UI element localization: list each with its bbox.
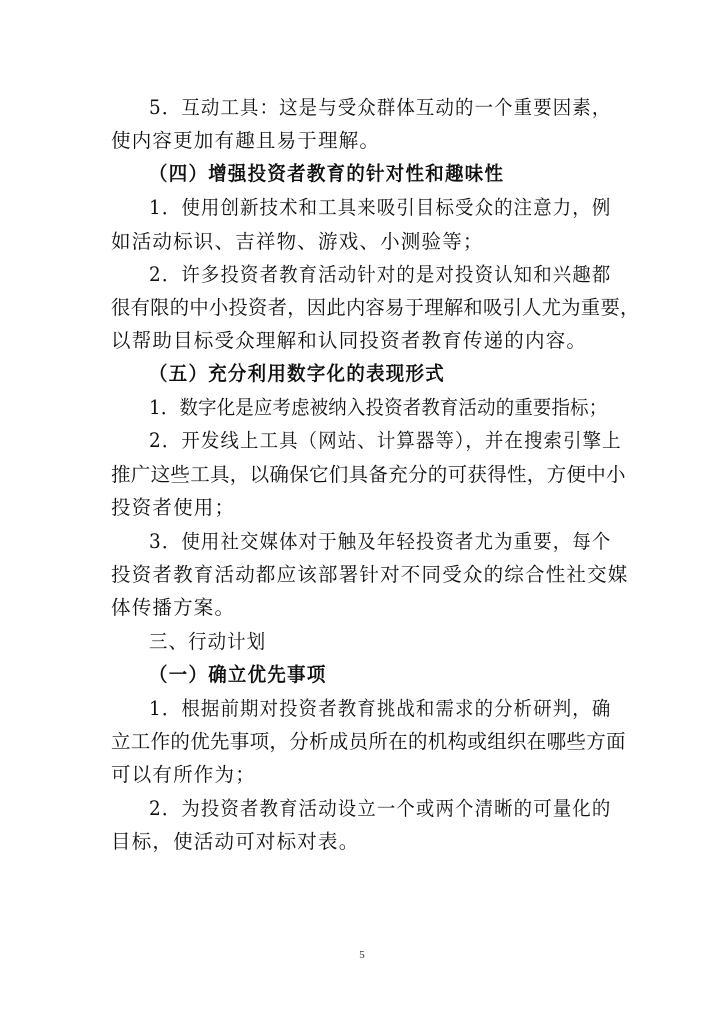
paragraph-line: 2．许多投资者教育活动针对的是对投资认知和兴趣都 bbox=[149, 263, 612, 286]
paragraph-line: 5．互动工具：这是与受众群体互动的一个重要因素， bbox=[149, 96, 612, 119]
paragraph-line: 以帮助目标受众理解和认同投资者教育传递的内容。 bbox=[111, 329, 588, 352]
paragraph-line: 投资者使用； bbox=[111, 496, 236, 519]
paragraph-line: 3．使用社交媒体对于触及年轻投资者尤为重要，每个 bbox=[149, 530, 612, 553]
section-heading: （四）增强投资者教育的针对性和趣味性 bbox=[149, 162, 505, 185]
section-heading: （一）确立优先事项 bbox=[149, 663, 327, 686]
paragraph-line: 使内容更加有趣且易于理解。 bbox=[111, 129, 381, 152]
paragraph-line: 1．使用创新技术和工具来吸引目标受众的注意力，例 bbox=[149, 196, 612, 219]
paragraph-line: 1．根据前期对投资者教育挑战和需求的分析研判，确 bbox=[149, 697, 612, 720]
paragraph-line: 如活动标识、吉祥物、游戏、小测验等； bbox=[111, 230, 484, 253]
section-heading: （五）充分利用数字化的表现形式 bbox=[149, 362, 446, 385]
paragraph-line: 立工作的优先事项，分析成员所在的机构或组织在哪些方面 bbox=[111, 730, 626, 753]
paragraph-line: 很有限的中小投资者，因此内容易于理解和吸引人尤为重要， bbox=[111, 296, 640, 319]
paragraph-line: 可以有所作为； bbox=[111, 763, 256, 786]
paragraph-line: 投资者教育活动都应该部署针对不同受众的综合性社交媒 bbox=[111, 563, 629, 586]
paragraph-line: 2．开发线上工具（网站、计算器等），并在搜索引擎上 bbox=[149, 429, 622, 452]
chapter-heading: 三、行动计划 bbox=[149, 630, 267, 653]
paragraph-line: 体传播方案。 bbox=[111, 596, 236, 619]
paragraph-line: 推广这些工具，以确保它们具备充分的可获得性，方便中小 bbox=[111, 463, 626, 486]
paragraph-line: 2．为投资者教育活动设立一个或两个清晰的可量化的 bbox=[149, 797, 612, 820]
paragraph-line: 1．数字化是应考虑被纳入投资者教育活动的重要指标； bbox=[149, 396, 608, 419]
paragraph-line: 目标，使活动可对标对表。 bbox=[111, 830, 360, 853]
page-number: 5 bbox=[359, 949, 365, 961]
